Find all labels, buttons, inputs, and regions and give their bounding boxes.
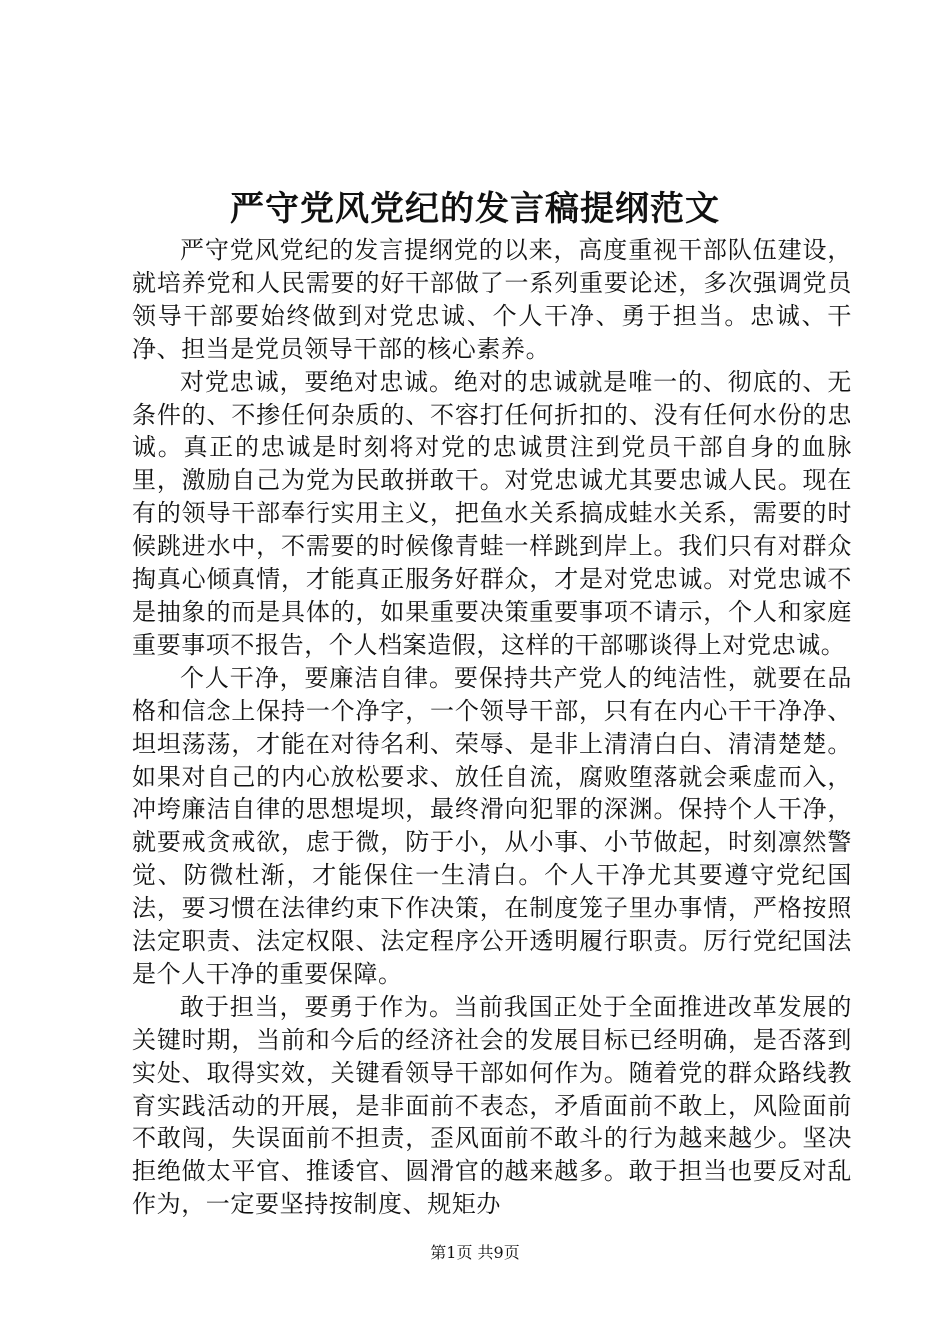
page-footer: 第1页 共9页 <box>430 1243 520 1262</box>
paragraph-loyalty: 对党忠诚，要绝对忠诚。绝对的忠诚就是唯一的、彻底的、无条件的、不掺任何杂质的、不容打任何折扣的、没有任何水份的忠诚。真正的忠诚是时刻将对党的忠诚贯注到党员干部自身的血脉里，激励自己为党为民敢拼敢干。对党忠诚尤其要忠诚人民。现在有的领导干部奉行实用主义，把鱼水关系搞成蛙水关系，需要的时候跳进水中，不需要的时候像青蛙一样跳到岸上。我们只有对群众掏真心倾真情，才能真正服务好群众，才是对党忠诚。对党忠诚不是抽象的而是具体的，如果重要决策重要事项不请示，个人和家庭重要事项不报告，个人档案造假，这样的干部哪谈得上对党忠诚。 <box>132 367 852 659</box>
paragraph-intro: 严守党风党纪的发言提纲党的以来，高度重视干部队伍建设，就培养党和人民需要的好干部做了一系列重要论述，多次强调党员领导干部要始终做到对党忠诚、个人干净、勇于担当。忠诚、干净、担当是党员领导干部的核心素养。 <box>132 236 852 363</box>
document-body <box>132 234 852 1221</box>
paragraph-responsibility: 敢于担当，要勇于作为。当前我国正处于全面推进改革发展的关键时期，当前和今后的经济社会的发展目标已经明确，是否落到实处、取得实效，关键看领导干部如何作为。随着党的群众路线教育实践活动的开展，是非面前不表态，矛盾面前不敢上，风险面前不敢闯，失误面前不担责，歪风面前不敢斗的行为越来越少。坚决拒绝做太平官、推诿官、圆滑官的越来越多。敢于担当也要反对乱作为，一定要坚持按制度、规矩办 <box>132 992 852 1219</box>
paragraph-integrity: 个人干净，要廉洁自律。要保持共产党人的纯洁性，就要在品格和信念上保持一个净字，一个领导干部，只有在内心干干净净、坦坦荡荡，才能在对待名利、荣辱、是非上清清白白、清清楚楚。如果对自己的内心放松要求、放任自流，腐败堕落就会乘虚而入，冲垮廉洁自律的思想堤坝，最终滑向犯罪的深渊。保持个人干净，就要戒贪戒欲，虑于微，防于小，从小事、小节做起，时刻凛然警觉、防微杜渐，才能保住一生清白。个人干净尤其要遵守党纪国法，要习惯在法律约束下作决策，在制度笼子里办事情，严格按照法定职责、法定权限、法定程序公开透明履行职责。厉行党纪国法是个人干净的重要保障。 <box>132 663 852 988</box>
document-title: 严守党风党纪的发言稿提纲范文 <box>230 189 720 229</box>
